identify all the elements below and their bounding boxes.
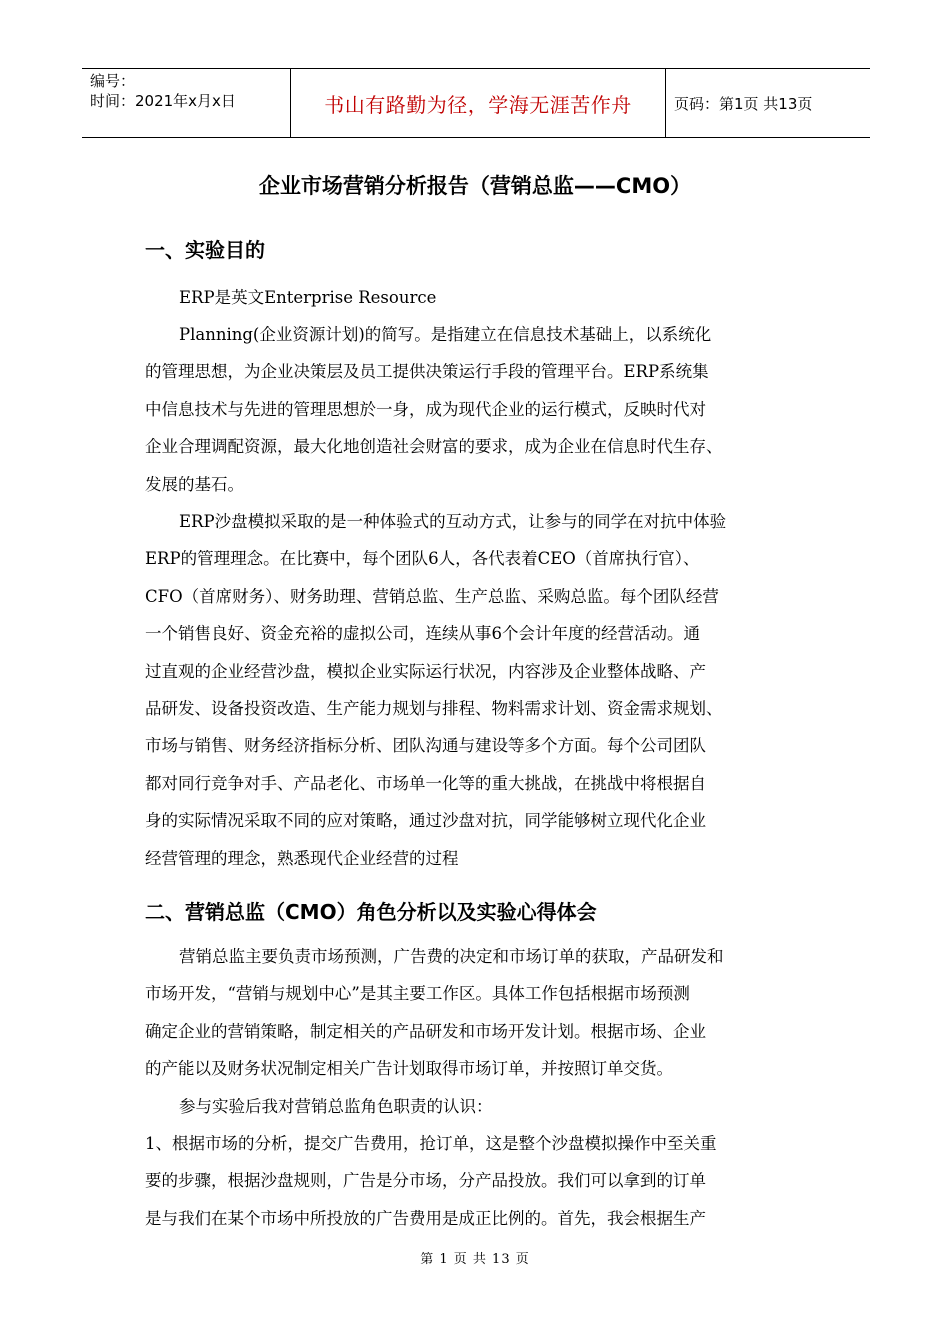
section-heading-2: 二、营销总监（CMO）角色分析以及实验心得体会 <box>145 900 597 924</box>
text-line: 经营管理的理念，熟悉现代企业经营的过程 <box>145 848 459 868</box>
text-line: 市场开发，“营销与规划中心”是其主要工作区。具体工作包括根据市场预测 <box>145 984 690 1004</box>
text-line: 的管理思想，为企业决策层及员工提供决策运行手段的管理平台。ERP系统集 <box>145 362 709 382</box>
document-header <box>82 68 870 138</box>
header-meta <box>82 69 290 137</box>
text-line: 中信息技术与先进的管理思想於一身，成为现代企业的运行模式，反映时代对 <box>145 399 706 419</box>
text-line: 要的步骤，根据沙盘规则，广告是分市场，分产品投放。我们可以拿到的订单 <box>145 1171 706 1191</box>
text-line: 发展的基石。 <box>145 474 244 494</box>
text-line: Planning(企业资源计划)的简写。是指建立在信息技术基础上，以系统化 <box>179 325 712 344</box>
text-line: 1、根据市场的分析，提交广告费用，抢订单，这是整个沙盘模拟操作中至关重 <box>145 1134 717 1153</box>
text-line: 都对同行竞争对手、产品老化、市场单一化等的重大挑战，在挑战中将根据自 <box>145 773 706 793</box>
text-line: 一个销售良好、资金充裕的虚拟公司，连续从事6个会计年度的经营活动。通 <box>145 624 700 644</box>
document-number-label: 编号： <box>90 72 136 90</box>
paragraph <box>145 1125 825 1237</box>
text-line: CFO（首席财务）、财务助理、营销总监、生产总监、采购总监。每个团队经营 <box>145 586 719 606</box>
text-line: 过直观的企业经营沙盘，模拟企业实际运行状况，内容涉及企业整体战略、产 <box>145 661 706 681</box>
paragraph <box>145 316 825 503</box>
text-line: 确定企业的营销策略，制定相关的产品研发和市场开发计划。根据市场、企业 <box>145 1021 706 1041</box>
text-line: 参与实验后我对营销总监角色职责的认识： <box>179 1097 493 1116</box>
text-line: 的产能以及财务状况制定相关广告计划取得市场订单，并按照订单交货。 <box>145 1059 673 1079</box>
text-line: ERP的管理理念。在比赛中，每个团队6人，各代表着CEO（首席执行官）、 <box>145 549 700 569</box>
header-page-info: 页码：第1页 共13页 <box>674 94 813 113</box>
text-line: 品研发、设备投资改造、生产能力规划与排程、物料需求计划、资金需求规划、 <box>145 698 723 718</box>
text-line: 营销总监主要负责市场预测，广告费的决定和市场订单的获取，产品研发和 <box>179 947 724 966</box>
paragraph <box>145 279 825 316</box>
paragraph <box>145 1088 825 1125</box>
text-line: ERP沙盘模拟采取的是一种体验式的互动方式，让参与的同学在对抗中体验 <box>179 512 727 531</box>
page-footer: 第 1 页 共 13 页 <box>420 1252 530 1267</box>
document-title: 企业市场营销分析报告（营销总监——CMO） <box>258 174 692 198</box>
text-line: 企业合理调配资源，最大化地创造社会财富的要求，成为企业在信息时代生存、 <box>145 437 723 457</box>
text-line: 是与我们在某个市场中所投放的广告费用是成正比例的。首先，我会根据生产 <box>145 1208 706 1228</box>
document-date: 时间：2021年x月x日 <box>90 92 236 110</box>
section-heading-1: 一、实验目的 <box>145 238 265 262</box>
text-line: 身的实际情况采取不同的应对策略，通过沙盘对抗，同学能够树立现代化企业 <box>145 811 706 831</box>
header-motto: 书山有路勤为径，学海无涯苦作舟 <box>290 69 666 137</box>
paragraph <box>145 938 825 1088</box>
paragraph <box>145 503 825 877</box>
text-line: ERP是英文Enterprise Resource <box>179 288 437 307</box>
text-line: 市场与销售、财务经济指标分析、团队沟通与建设等多个方面。每个公司团队 <box>145 736 706 756</box>
